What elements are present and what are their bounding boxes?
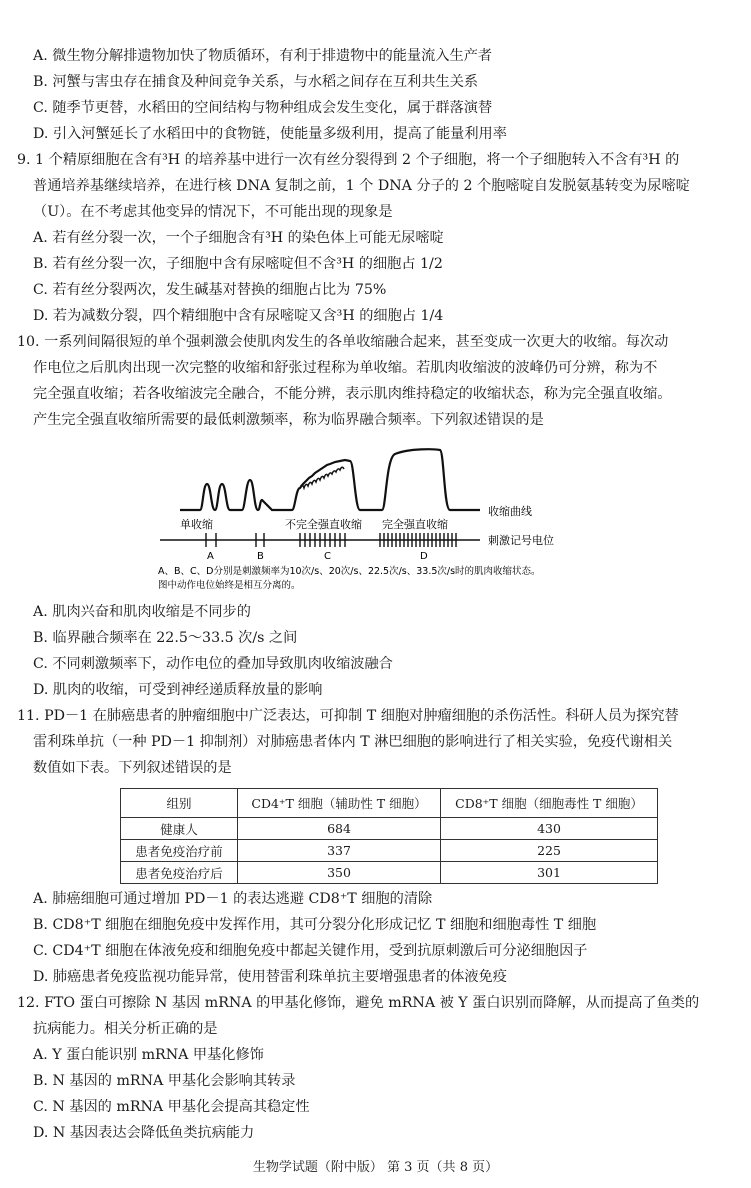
q10-stem-line-4: 产生完全强直收缩所需要的最低刺激频率，称为临界融合频率。下列叙述错误的是 xyxy=(33,412,544,428)
q12-stem-line-2: 抗病能力。相关分析正确的是 xyxy=(33,1021,218,1037)
q9-option-d: D. 若为减数分裂，四个精细胞中含有尿嘧啶又含³H 的细胞占 1/4 xyxy=(33,308,444,324)
q10-stem-line-3: 完全强直收缩；若各收缩波完全融合，不能分辨，表示肌肉维持稳定的收缩状态，称为完全强直收缩。 xyxy=(33,386,672,402)
muscle-contraction-figure xyxy=(150,440,650,600)
q8-option-b: B. 河蟹与害虫存在捕食及种间竞争关系，与水稻之间存在互利共生关系 xyxy=(33,74,479,90)
page-footer: 生物学试题（附中版） 第 3 页（共 8 页） xyxy=(252,1160,499,1175)
table-row xyxy=(121,862,658,884)
table-header-group: 组别 xyxy=(121,789,238,818)
table-cell: 健康人 xyxy=(121,818,238,840)
table-cell: 患者免疫治疗后 xyxy=(121,862,238,884)
q10-stem-line-1: 10. 一系列间隔很短的单个强刺激会使肌肉发生的各单收缩融合起来，甚至变成一次更大的收缩。每次动 xyxy=(17,334,669,350)
q9-option-b: B. 若有丝分裂一次，子细胞中含有尿嘧啶但不含³H 的细胞占 1/2 xyxy=(33,256,443,272)
q9-stem-line-2: 普通培养基继续培养，在进行核 DNA 复制之前，1 个 DNA 分子的 2 个胞嘧啶自发脱氨基转变为尿嘧啶 xyxy=(33,178,690,194)
q11-option-c: C. CD4⁺T 细胞在体液免疫和细胞免疫中都起关键作用，受到抗原刺激后可分泌细胞因子 xyxy=(33,943,588,959)
q12-option-c: C. N 基因的 mRNA 甲基化会提高其稳定性 xyxy=(33,1099,310,1115)
q11-stem-line-1: 11. PD－1 在肺癌患者的肿瘤细胞中广泛表达，可抑制 T 细胞对肿瘤细胞的杀伤活性。科研人员为探究替 xyxy=(17,708,679,724)
q8-option-c: C. 随季节更替，水稻田的空间结构与物种组成会发生变化，属于群落演替 xyxy=(33,100,493,116)
q12-stem-line-1: 12. FTO 蛋白可擦除 N 基因 mRNA 的甲基化修饰，避免 mRNA 被 Y 蛋白识别而降解，从而提高了鱼类的 xyxy=(17,995,700,1011)
q9-option-c: C. 若有丝分裂两次，发生碱基对替换的细胞占比为 75% xyxy=(33,282,387,298)
table-cell: 患者免疫治疗前 xyxy=(121,840,238,862)
table-cell: 430 xyxy=(441,818,658,840)
mark-d: D xyxy=(420,551,428,562)
q9-stem-line-1: 9. 1 个精原细胞在含有³H 的培养基中进行一次有丝分裂得到 2 个子细胞，将一个子细胞转入不含有³H 的 xyxy=(17,152,680,168)
table-cell: 684 xyxy=(238,818,441,840)
q10-option-c: C. 不同刺激频率下，动作电位的叠加导致肌肉收缩波融合 xyxy=(33,656,393,672)
q9-option-a: A. 若有丝分裂一次，一个子细胞含有³H 的染色体上可能无尿嘧啶 xyxy=(33,230,444,246)
q10-stem-line-2: 作电位之后肌肉出现一次完整的收缩和舒张过程称为单收缩。若肌肉收缩波的波峰仍可分辨，称为不 xyxy=(33,360,658,376)
table-cell: 337 xyxy=(238,840,441,862)
table-cell: 350 xyxy=(238,862,441,884)
figure-caption-line-2: 图中动作电位始终是相互分离的。 xyxy=(158,580,301,591)
q10-option-d: D. 肌肉的收缩，可受到神经递质释放量的影响 xyxy=(33,682,323,698)
signal-label: 刺激记号电位 xyxy=(488,534,554,547)
mark-c: C xyxy=(324,551,331,562)
table-cell: 301 xyxy=(441,862,658,884)
table-cell: 225 xyxy=(441,840,658,862)
table-row xyxy=(121,818,658,840)
t-cell-table xyxy=(120,788,658,884)
q12-option-b: B. N 基因的 mRNA 甲基化会影响其转录 xyxy=(33,1073,296,1089)
q12-option-d: D. N 基因表达会降低鱼类抗病能力 xyxy=(33,1125,255,1141)
mark-b: B xyxy=(257,551,264,562)
q11-option-d: D. 肺癌患者免疫监视功能异常，使用替雷利珠单抗主要增强患者的体液免疫 xyxy=(33,969,507,985)
q11-option-a: A. 肺癌细胞可通过增加 PD－1 的表达逃避 CD8⁺T 细胞的清除 xyxy=(33,891,433,907)
q12-option-a: A. Y 蛋白能识别 mRNA 甲基化修饰 xyxy=(33,1047,264,1063)
table-row xyxy=(121,840,658,862)
q8-option-a: A. 微生物分解排遗物加快了物质循环，有利于排遗物中的能量流入生产者 xyxy=(33,48,493,64)
q10-option-b: B. 临界融合频率在 22.5～33.5 次/s 之间 xyxy=(33,630,298,646)
table-header-cd4: CD4⁺T 细胞（辅助性 T 细胞） xyxy=(238,789,441,818)
q10-option-a: A. 肌肉兴奋和肌肉收缩是不同步的 xyxy=(33,604,251,620)
segment-label-incomplete: 不完全强直收缩 xyxy=(285,518,362,531)
table-header-cd8: CD8⁺T 细胞（细胞毒性 T 细胞） xyxy=(441,789,658,818)
q8-option-d: D. 引入河蟹延长了水稻田中的食物链，使能量多级利用，提高了能量利用率 xyxy=(33,126,507,142)
segment-label-single: 单收缩 xyxy=(180,518,213,531)
mark-a: A xyxy=(207,551,214,562)
q9-stem-line-3: （U）。在不考虑其他变异的情况下，不可能出现的现象是 xyxy=(33,204,393,220)
contraction-curve xyxy=(180,449,480,510)
figure-caption-line-1: A、B、C、D分别是刺激频率为10次/s、20次/s、22.5次/s、33.5次/s时的肌肉收缩状态。 xyxy=(158,566,541,577)
curve-label: 收缩曲线 xyxy=(488,505,532,518)
segment-label-complete: 完全强直收缩 xyxy=(382,518,448,531)
q11-stem-line-2: 雷利珠单抗（一种 PD－1 抑制剂）对肺癌患者体内 T 淋巴细胞的影响进行了相关实验，免疫代谢相关 xyxy=(33,734,673,750)
q11-stem-line-3: 数值如下表。下列叙述错误的是 xyxy=(33,760,232,776)
q11-option-b: B. CD8⁺T 细胞在细胞免疫中发挥作用，其可分裂分化形成记忆 T 细胞和细胞毒性 T 细胞 xyxy=(33,917,597,933)
table-header-row xyxy=(121,789,658,818)
